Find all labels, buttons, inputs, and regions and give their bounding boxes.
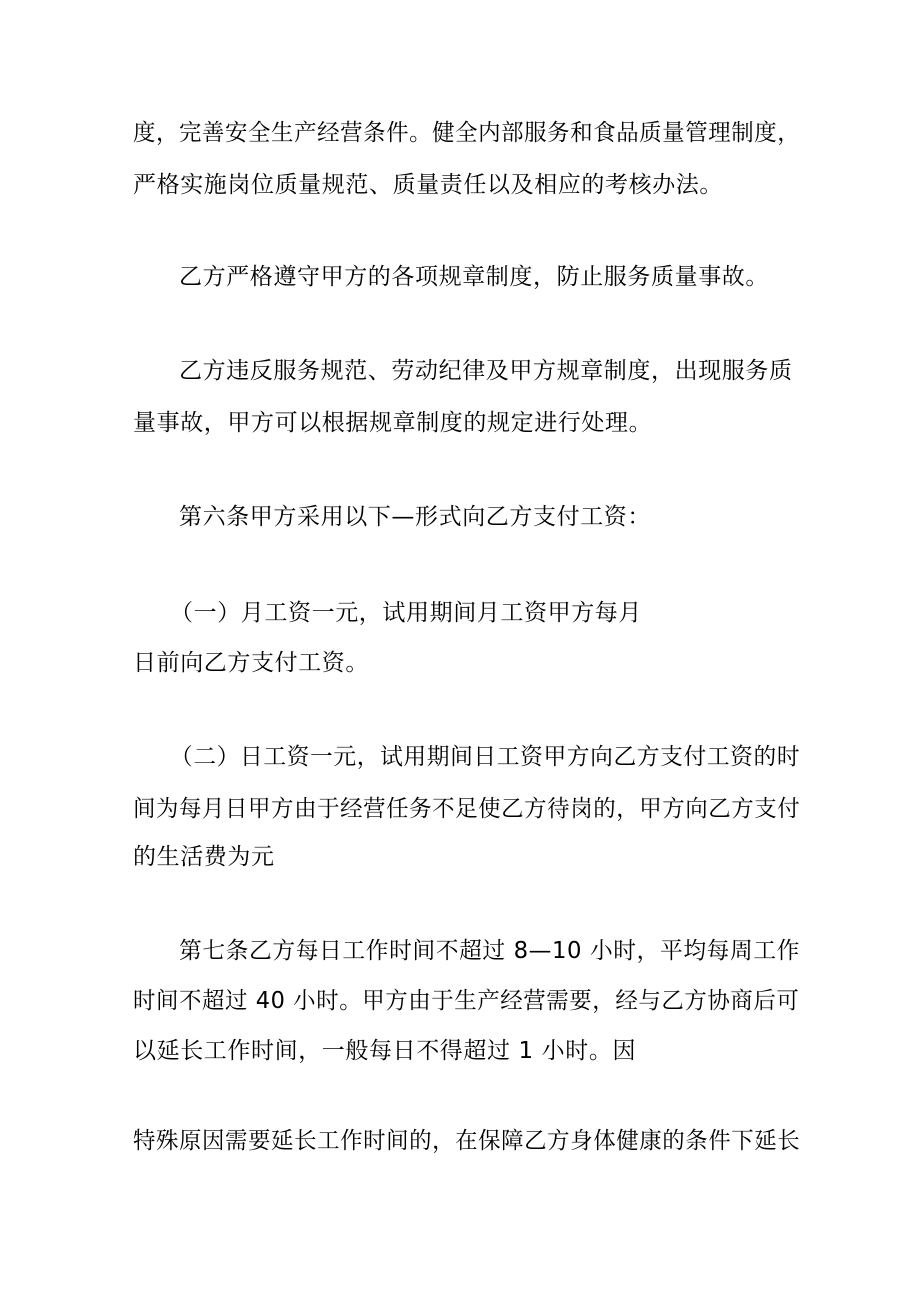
text-line: （二）日工资一元，试用期间日工资甲方向乙方支付工资的时 [170, 744, 801, 770]
text-line: 乙方严格遵守甲方的各项规章制度，防止服务质量事故。 [179, 264, 769, 290]
text-line: 量事故，甲方可以根据规章制度的规定进行处理。 [133, 410, 653, 436]
text-line: 日前向乙方支付工资。 [133, 650, 369, 676]
text-line: 时间不超过 40 小时。甲方由于生产经营需要，经与乙方协商后可 [133, 988, 800, 1014]
text-line: （一）月工资一元，试用期间月工资甲方每月 [170, 600, 642, 626]
text-line: 间为每月日甲方由于经营任务不足使乙方待岗的，甲方向乙方支付 [133, 796, 801, 822]
text-line: 第六条甲方采用以下—形式向乙方支付工资： [179, 504, 651, 530]
text-line: 度，完善安全生产经营条件。健全内部服务和食品质量管理制度， [133, 120, 801, 146]
text-line: 第七条乙方每日工作时间不超过 8—10 小时，平均每周工作 [179, 938, 801, 964]
text-line: 特殊原因需要延长工作时间的，在保障乙方身体健康的条件下延长 [133, 1128, 801, 1154]
text-line: 严格实施岗位质量规范、质量责任以及相应的考核办法。 [133, 172, 723, 198]
text-line: 乙方违反服务规范、劳动纪律及甲方规章制度，出现服务质 [179, 358, 793, 384]
text-line: 以延长工作时间，一般每日不得超过 1 小时。因 [133, 1038, 637, 1064]
text-line: 的生活费为元 [133, 844, 275, 870]
